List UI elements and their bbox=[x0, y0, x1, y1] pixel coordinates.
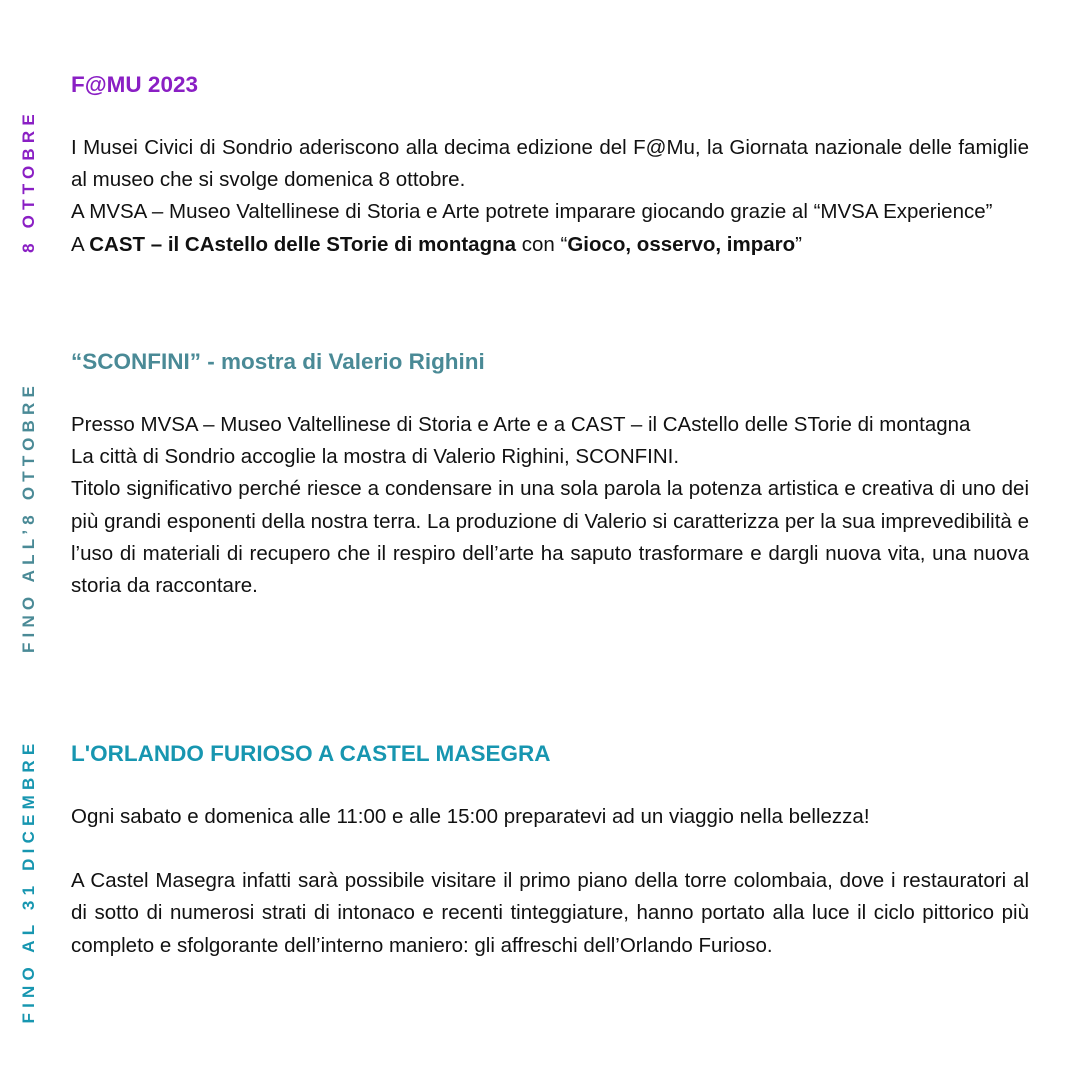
date-label-sconfini: FINO ALL’8 OTTOBRE bbox=[19, 380, 38, 654]
bold-text: Gioco, osservo, imparo bbox=[567, 232, 796, 256]
paragraph: Ogni sabato e domenica alle 11:00 e alle 15:00 preparatevi ad un viaggio nella bellezza! bbox=[71, 805, 870, 828]
paragraph: A Castel Masegra infatti sarà possibile visitare il primo piano della torre colombaia, dove i restauratori al di sotto di numerosi strati di intonaco e recenti tinteggiature, hanno portato alla luce il ciclo pittorico più completo e sfolgorante dell’interno maniero: gli affreschi dell’Orlando Furioso. bbox=[71, 869, 1029, 957]
section-title: L'ORLANDO FURIOSO A CASTEL MASEGRA bbox=[71, 741, 551, 766]
section-title: “SCONFINI” - mostra di Valerio Righini bbox=[71, 349, 485, 374]
paragraph: I Musei Civici di Sondrio aderiscono alla decima edizione del F@Mu, la Giornata nazionale delle famiglie al museo che si svolge domenica 8 ottobre. bbox=[71, 136, 1029, 192]
text-fragment: con “ bbox=[516, 232, 568, 256]
date-label-famu: 8 OTTOBRE bbox=[19, 109, 38, 253]
section-orlando bbox=[71, 739, 1029, 962]
section-title: F@MU 2023 bbox=[71, 72, 198, 97]
text-fragment: ” bbox=[795, 232, 802, 256]
date-label-orlando: FINO AL 31 DICEMBRE bbox=[19, 738, 38, 1024]
section-sconfini bbox=[71, 347, 1029, 602]
bold-text: CAST – il CAstello delle STorie di montagna bbox=[89, 232, 517, 256]
section-famu bbox=[71, 70, 1029, 261]
paragraph: Presso MVSA – Museo Valtellinese di Storia e Arte e a CAST – il CAstello delle STorie di montagna bbox=[71, 413, 971, 436]
paragraph: La città di Sondrio accoglie la mostra di Valerio Righini, SCONFINI. bbox=[71, 445, 680, 469]
paragraph: Titolo significativo perché riesce a condensare in una sola parola la potenza artistica e creativa di uno dei più grandi esponenti della nostra terra. La produzione di Valerio si caratterizza per la sua imprevedibilità e l’uso di materiali di recupero che il respiro dell’arte ha saputo trasformare e dargli nuova vita, una nuova storia da raccontare. bbox=[71, 477, 1029, 598]
paragraph bbox=[71, 229, 1029, 261]
text-fragment: A bbox=[71, 232, 90, 256]
paragraph: A MVSA – Museo Valtellinese di Storia e Arte potrete imparare giocando grazie al “MVSA Experience” bbox=[71, 200, 993, 224]
